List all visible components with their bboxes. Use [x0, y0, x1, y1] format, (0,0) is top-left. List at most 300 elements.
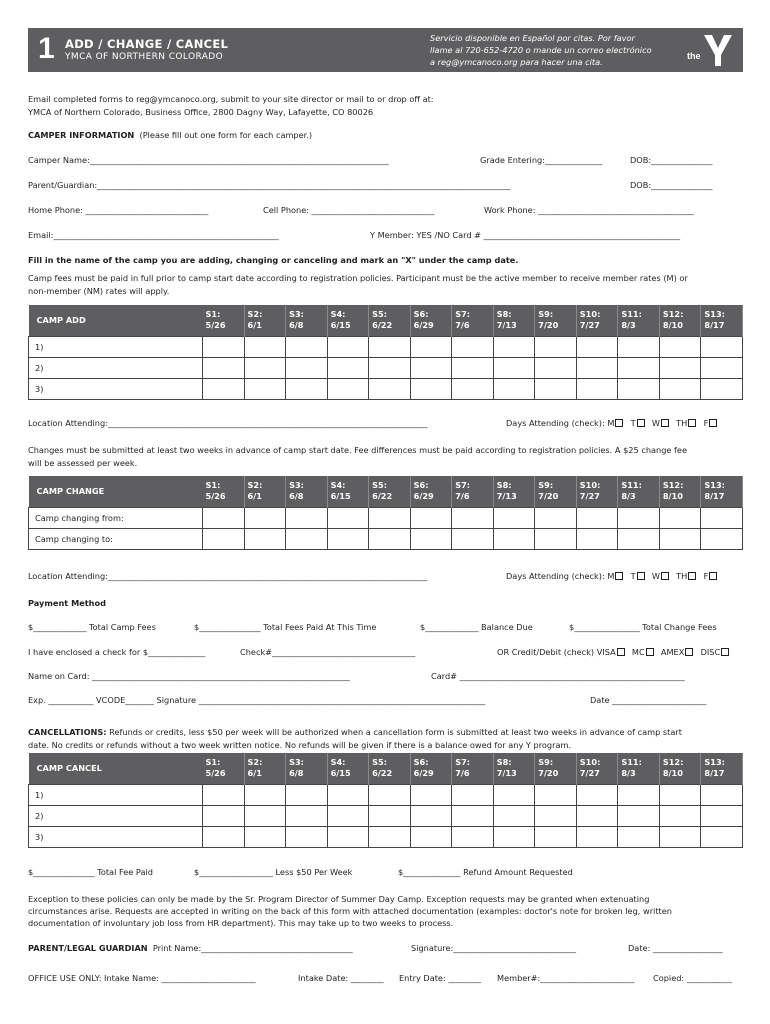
session-label: S8:	[496, 757, 512, 768]
day-checkbox[interactable]	[637, 572, 645, 580]
session-mark-cell[interactable]	[244, 528, 286, 549]
session-date: 8/10	[662, 320, 683, 331]
session-date: 6/29	[413, 320, 434, 331]
session-header	[452, 753, 494, 784]
session-label: S7:	[455, 480, 471, 491]
disc-checkbox[interactable]	[721, 648, 729, 656]
cell-phone-field[interactable]: Cell Phone: ______________________________	[263, 205, 435, 215]
session-mark-cell[interactable]	[618, 378, 660, 399]
session-date: 8/10	[662, 768, 683, 779]
session-date: 7/20	[538, 491, 559, 502]
session-date: 7/6	[455, 491, 470, 502]
session-mark-cell[interactable]	[327, 784, 369, 805]
entry-date-field[interactable]: Entry Date: ________	[399, 973, 482, 983]
session-header	[618, 753, 660, 784]
session-mark-cell[interactable]	[493, 378, 535, 399]
session-date: 6/22	[372, 320, 393, 331]
exp-signature-field[interactable]: Exp. ___________ VCODE_______ Signature ______________________________________________________________________	[28, 695, 486, 705]
session-mark-cell[interactable]	[203, 507, 245, 528]
session-date: 7/27	[579, 768, 600, 779]
session-mark-cell[interactable]	[618, 336, 660, 357]
session-mark-cell[interactable]	[410, 784, 452, 805]
session-mark-cell[interactable]	[369, 357, 411, 378]
camp-cancel-table	[28, 753, 743, 848]
session-header	[701, 305, 743, 336]
session-header	[493, 305, 535, 336]
session-mark-cell[interactable]	[701, 357, 743, 378]
session-mark-cell[interactable]	[576, 528, 618, 549]
guardian-date-field[interactable]: Date: _________________	[628, 943, 723, 953]
session-mark-cell[interactable]	[659, 378, 701, 399]
session-header	[410, 753, 452, 784]
session-label: S9:	[538, 757, 554, 768]
work-phone-field[interactable]: Work Phone: ______________________________________	[484, 205, 694, 215]
session-mark-cell[interactable]	[618, 528, 660, 549]
session-label: S6:	[413, 757, 429, 768]
days-attending: Days Attending (check): M T W TH F	[506, 418, 719, 428]
email-field[interactable]: Email:_______________________________________________________	[28, 230, 279, 240]
session-mark-cell[interactable]	[535, 826, 577, 847]
session-mark-cell[interactable]	[701, 784, 743, 805]
session-mark-cell[interactable]	[244, 805, 286, 826]
card-type-options: OR Credit/Debit (check) VISA MC AMEX DISC	[497, 647, 731, 657]
session-date: 6/15	[330, 491, 351, 502]
session-mark-cell[interactable]	[410, 826, 452, 847]
session-mark-cell[interactable]	[493, 336, 535, 357]
cancellations-note-2: date. No credits or refunds without a two week written notice. No refunds will be given if there is a balance owed for any Y program.	[28, 740, 572, 750]
intro-line-1: Email completed forms to reg@ymcanoco.org, submit to your site director or mail to or drop off at:	[28, 94, 434, 104]
form-header	[28, 28, 743, 72]
session-date: 6/22	[372, 491, 393, 502]
svg-text:the: the	[687, 51, 701, 61]
session-header	[244, 305, 286, 336]
session-label: S7:	[455, 757, 471, 768]
session-mark-cell[interactable]	[410, 378, 452, 399]
day-checkbox[interactable]	[637, 419, 645, 427]
session-mark-cell[interactable]	[659, 507, 701, 528]
session-mark-cell[interactable]	[244, 826, 286, 847]
session-date: 5/26	[205, 768, 226, 779]
session-label: S13:	[704, 309, 725, 320]
session-header	[535, 476, 577, 507]
grade-entering-field[interactable]: Grade Entering:______________	[480, 155, 603, 165]
guardian-print-name-field[interactable]: PARENT/LEGAL GUARDIAN Print Name:_____________________________________	[28, 943, 353, 953]
session-date: 6/15	[330, 320, 351, 331]
day-checkbox[interactable]	[661, 419, 669, 427]
session-mark-cell[interactable]	[535, 805, 577, 826]
session-header	[327, 305, 369, 336]
session-label: S12:	[662, 757, 684, 768]
table-row	[29, 336, 743, 357]
intake-date-field[interactable]: Intake Date: ________	[298, 973, 384, 983]
session-mark-cell[interactable]	[576, 784, 618, 805]
session-date: 6/29	[413, 491, 434, 502]
session-label: S10:	[579, 309, 601, 320]
session-mark-cell[interactable]	[701, 528, 743, 549]
session-header	[659, 305, 701, 336]
session-label: S6:	[413, 480, 429, 491]
session-header	[369, 476, 411, 507]
ymca-logo-icon	[685, 31, 735, 69]
session-date: 7/27	[579, 320, 600, 331]
session-label: S7:	[455, 309, 471, 320]
visa-checkbox[interactable]	[617, 648, 625, 656]
session-mark-cell[interactable]	[659, 805, 701, 826]
payment-heading: Payment Method	[28, 598, 106, 608]
check-amount-field[interactable]: I have enclosed a check for $______________	[28, 647, 206, 657]
exception-note-3: documentation of involuntary job loss from HR department). This may take up to two weeks to process.	[28, 918, 454, 928]
session-header	[369, 305, 411, 336]
session-date: 6/1	[247, 320, 262, 331]
name-on-card-field[interactable]: Name on Card: _______________________________________________________________	[28, 671, 350, 681]
session-mark-cell[interactable]	[410, 805, 452, 826]
table-row	[29, 805, 743, 826]
location-attending-field[interactable]: Location Attending:______________________________________________________________________________	[28, 418, 428, 428]
session-date: 6/1	[247, 768, 262, 779]
table-row-label: Camp changing from:	[29, 507, 203, 528]
session-header	[618, 305, 660, 336]
session-mark-cell[interactable]	[618, 784, 660, 805]
table-row-label: 3)	[29, 826, 203, 847]
session-label: S2:	[247, 309, 263, 320]
parent-guardian-field[interactable]: Parent/Guardian:_____________________________________________________________________________________________________	[28, 180, 511, 190]
session-mark-cell[interactable]	[286, 336, 328, 357]
fees-note-1: Camp fees must be paid in full prior to camp start date according to registration policies. Participant must be the active member to receive member rates (M) or	[28, 273, 688, 283]
session-mark-cell[interactable]	[618, 826, 660, 847]
fees-note-2: non-member (NM) rates will apply.	[28, 286, 170, 296]
total-change-fees-field[interactable]: $________________ Total Change Fees	[569, 622, 717, 632]
session-mark-cell[interactable]	[410, 507, 452, 528]
camp-change-title: CAMP CHANGE	[29, 476, 203, 507]
camp-change-table	[28, 476, 743, 550]
session-mark-cell[interactable]	[493, 528, 535, 549]
session-mark-cell[interactable]	[535, 378, 577, 399]
session-label: S4:	[330, 309, 346, 320]
session-header	[203, 476, 245, 507]
session-mark-cell[interactable]	[369, 336, 411, 357]
session-label: S1:	[205, 757, 221, 768]
session-date: 8/17	[704, 491, 725, 502]
session-mark-cell[interactable]	[618, 507, 660, 528]
session-mark-cell[interactable]	[576, 507, 618, 528]
form-subtitle: YMCA OF NORTHERN COLORADO	[65, 52, 224, 62]
session-label: S2:	[247, 757, 263, 768]
session-date: 6/29	[413, 768, 434, 779]
session-date: 6/8	[289, 491, 304, 502]
session-header	[452, 305, 494, 336]
member-number-field[interactable]: Member#:_______________________	[497, 973, 635, 983]
session-mark-cell[interactable]	[493, 805, 535, 826]
session-mark-cell[interactable]	[410, 336, 452, 357]
session-mark-cell[interactable]	[535, 528, 577, 549]
session-mark-cell[interactable]	[701, 805, 743, 826]
table-row-label: 1)	[29, 784, 203, 805]
session-mark-cell[interactable]	[701, 336, 743, 357]
session-mark-cell[interactable]	[369, 784, 411, 805]
session-mark-cell[interactable]	[327, 528, 369, 549]
session-mark-cell[interactable]	[701, 826, 743, 847]
change-note-2: will be assessed per week.	[28, 458, 138, 468]
less-per-week-field[interactable]: $__________________ Less $50 Per Week	[194, 867, 353, 877]
member-field[interactable]: Y Member: YES /NO Card # ________________________________________________	[370, 230, 681, 240]
days-attending-2: Days Attending (check): M T W TH F	[506, 571, 719, 581]
session-mark-cell[interactable]	[618, 805, 660, 826]
session-header	[576, 476, 618, 507]
session-mark-cell[interactable]	[286, 805, 328, 826]
session-label: S8:	[496, 480, 512, 491]
session-label: S12:	[662, 309, 684, 320]
session-label: S11:	[621, 309, 642, 320]
amex-checkbox[interactable]	[685, 648, 693, 656]
card-number-field[interactable]: Card# _______________________________________________________	[431, 671, 685, 681]
table-row	[29, 528, 743, 549]
session-mark-cell[interactable]	[576, 805, 618, 826]
session-mark-cell[interactable]	[244, 378, 286, 399]
session-mark-cell[interactable]	[286, 378, 328, 399]
spanish-notice: Servicio disponible en Español por citas. Por favor llame al 720-652-4720 o mande un correo electrónico a reg@ymcanoco.org para hacer una cita.	[430, 33, 652, 67]
session-header	[286, 476, 328, 507]
session-mark-cell[interactable]	[493, 784, 535, 805]
session-header	[203, 753, 245, 784]
session-label: S13:	[704, 480, 725, 491]
session-mark-cell[interactable]	[701, 507, 743, 528]
total-fees-paid-field[interactable]: $_______________ Total Fees Paid At This Time	[194, 622, 377, 632]
session-mark-cell[interactable]	[327, 826, 369, 847]
session-date: 6/15	[330, 768, 351, 779]
session-header	[576, 753, 618, 784]
session-mark-cell[interactable]	[576, 378, 618, 399]
day-checkbox[interactable]	[709, 572, 717, 580]
session-mark-cell[interactable]	[244, 336, 286, 357]
session-date: 8/17	[704, 320, 725, 331]
total-fee-paid-field[interactable]: $_______________ Total Fee Paid	[28, 867, 153, 877]
day-checkbox[interactable]	[661, 572, 669, 580]
session-mark-cell[interactable]	[576, 357, 618, 378]
table-row-label: 2)	[29, 357, 203, 378]
session-label: S5:	[372, 309, 387, 320]
session-mark-cell[interactable]	[203, 357, 245, 378]
session-mark-cell[interactable]	[327, 507, 369, 528]
session-header	[410, 476, 452, 507]
session-mark-cell[interactable]	[286, 826, 328, 847]
session-header	[244, 476, 286, 507]
session-mark-cell[interactable]	[244, 784, 286, 805]
session-label: S10:	[579, 480, 601, 491]
session-label: S1:	[205, 480, 221, 491]
dob-field[interactable]: DOB:_______________	[630, 155, 713, 165]
session-header	[327, 476, 369, 507]
session-header	[493, 753, 535, 784]
session-mark-cell[interactable]	[244, 357, 286, 378]
session-header	[701, 753, 743, 784]
session-mark-cell[interactable]	[452, 784, 494, 805]
session-header	[327, 753, 369, 784]
session-label: S1:	[205, 309, 221, 320]
session-mark-cell[interactable]	[535, 336, 577, 357]
session-date: 7/20	[538, 320, 559, 331]
session-label: S13:	[704, 757, 725, 768]
table-row	[29, 357, 743, 378]
session-mark-cell[interactable]	[452, 336, 494, 357]
session-date: 8/10	[662, 491, 683, 502]
session-mark-cell[interactable]	[452, 528, 494, 549]
table-row	[29, 784, 743, 805]
change-note-1: Changes must be submitted at least two weeks in advance of camp start date. Fee differences must be paid according to registration policies. A $25 change fee	[28, 445, 688, 455]
session-date: 6/8	[289, 320, 304, 331]
table-row-label: 3)	[29, 378, 203, 399]
camper-name-field[interactable]: Camper Name:_________________________________________________________________________	[28, 155, 389, 165]
intake-name-field[interactable]: OFFICE USE ONLY: Intake Name: _______________________	[28, 973, 256, 983]
session-header	[286, 753, 328, 784]
day-checkbox[interactable]	[709, 419, 717, 427]
exception-note-1: Exception to these policies can only be made by the Sr. Program Director of Summer Day Camp. Exception requests may be granted when extenuating	[28, 894, 650, 904]
session-mark-cell[interactable]	[327, 336, 369, 357]
session-date: 8/17	[704, 768, 725, 779]
session-label: S9:	[538, 480, 554, 491]
total-camp-fees-field[interactable]: $_____________ Total Camp Fees	[28, 622, 156, 632]
camp-add-table	[28, 305, 743, 400]
session-mark-cell[interactable]	[327, 805, 369, 826]
session-header	[203, 305, 245, 336]
table-row	[29, 826, 743, 847]
session-mark-cell[interactable]	[286, 528, 328, 549]
session-mark-cell[interactable]	[203, 784, 245, 805]
session-mark-cell[interactable]	[203, 528, 245, 549]
intro-line-2: YMCA of Northern Colorado, Business Office, 2800 Dagny Way, Lafayette, CO 80026	[28, 107, 374, 117]
session-label: S4:	[330, 480, 346, 491]
session-date: 7/20	[538, 768, 559, 779]
form-title: ADD / CHANGE / CANCEL	[65, 37, 229, 51]
session-mark-cell[interactable]	[327, 357, 369, 378]
session-header	[659, 753, 701, 784]
session-mark-cell[interactable]	[203, 826, 245, 847]
session-mark-cell[interactable]	[659, 336, 701, 357]
session-mark-cell[interactable]	[369, 378, 411, 399]
session-mark-cell[interactable]	[286, 507, 328, 528]
session-mark-cell[interactable]	[369, 826, 411, 847]
session-mark-cell[interactable]	[659, 826, 701, 847]
session-mark-cell[interactable]	[452, 378, 494, 399]
session-mark-cell[interactable]	[535, 784, 577, 805]
day-checkbox[interactable]	[615, 572, 623, 580]
session-date: 6/1	[247, 491, 262, 502]
session-header	[535, 305, 577, 336]
session-mark-cell[interactable]	[452, 507, 494, 528]
session-header	[701, 476, 743, 507]
session-mark-cell[interactable]	[576, 826, 618, 847]
parent-dob-field[interactable]: DOB:_______________	[630, 180, 713, 190]
day-checkbox[interactable]	[688, 419, 696, 427]
session-header	[244, 753, 286, 784]
session-date: 7/6	[455, 768, 470, 779]
session-date: 8/3	[621, 768, 636, 779]
balance-due-field[interactable]: $_____________ Balance Due	[420, 622, 533, 632]
session-mark-cell[interactable]	[452, 357, 494, 378]
home-phone-field[interactable]: Home Phone: ______________________________	[28, 205, 209, 215]
table-row-label: 2)	[29, 805, 203, 826]
session-label: S5:	[372, 480, 387, 491]
session-mark-cell[interactable]	[493, 357, 535, 378]
refund-amount-field[interactable]: $______________ Refund Amount Requested	[398, 867, 573, 877]
copied-field[interactable]: Copied: ___________	[653, 973, 732, 983]
table-row-label: 1)	[29, 336, 203, 357]
session-date: 7/6	[455, 320, 470, 331]
session-date: 8/3	[621, 491, 636, 502]
table-row	[29, 378, 743, 399]
session-date: 5/26	[205, 491, 226, 502]
session-mark-cell[interactable]	[452, 826, 494, 847]
camp-add-title: CAMP ADD	[29, 305, 203, 336]
session-mark-cell[interactable]	[535, 357, 577, 378]
session-header	[493, 476, 535, 507]
session-label: S11:	[621, 757, 642, 768]
session-mark-cell[interactable]	[203, 336, 245, 357]
session-mark-cell[interactable]	[203, 378, 245, 399]
session-header	[618, 476, 660, 507]
session-mark-cell[interactable]	[535, 507, 577, 528]
camper-info-heading: CAMPER INFORMATION (Please fill out one form for each camper.)	[28, 130, 313, 140]
session-mark-cell[interactable]	[244, 507, 286, 528]
session-mark-cell[interactable]	[369, 507, 411, 528]
session-date: 7/13	[496, 491, 517, 502]
session-mark-cell[interactable]	[452, 805, 494, 826]
session-header	[576, 305, 618, 336]
session-mark-cell[interactable]	[327, 378, 369, 399]
session-date: 8/3	[621, 320, 636, 331]
session-mark-cell[interactable]	[659, 784, 701, 805]
session-mark-cell[interactable]	[286, 784, 328, 805]
session-label: S10:	[579, 757, 601, 768]
session-mark-cell[interactable]	[576, 336, 618, 357]
payment-date-field[interactable]: Date _______________________	[590, 695, 707, 705]
camp-cancel-title: CAMP CANCEL	[29, 753, 203, 784]
session-date: 7/13	[496, 320, 517, 331]
session-mark-cell[interactable]	[618, 357, 660, 378]
session-label: S4:	[330, 757, 346, 768]
session-mark-cell[interactable]	[493, 826, 535, 847]
cancellations-note-1: CANCELLATIONS: Refunds or credits, less $50 per week will be authorized when a cancellation form is submitted at least two weeks in advance of camp start	[28, 727, 682, 737]
session-header	[286, 305, 328, 336]
session-mark-cell[interactable]	[659, 528, 701, 549]
session-mark-cell[interactable]	[493, 507, 535, 528]
session-mark-cell[interactable]	[286, 357, 328, 378]
day-checkbox[interactable]	[688, 572, 696, 580]
session-header	[410, 305, 452, 336]
check-number-field[interactable]: Check#___________________________________	[240, 647, 416, 657]
session-date: 7/27	[579, 491, 600, 502]
session-header	[369, 753, 411, 784]
session-label: S9:	[538, 309, 554, 320]
fill-instructions: Fill in the name of the camp you are adding, changing or canceling and mark an "X" under the camp date.	[28, 255, 519, 265]
session-mark-cell[interactable]	[203, 805, 245, 826]
session-label: S2:	[247, 480, 263, 491]
guardian-signature-field[interactable]: Signature:______________________________	[411, 943, 577, 953]
exception-note-2: circumstances arise. Requests are accepted in writing on the back of this form with attached documentation (examples: doctor's note for broken leg, written	[28, 906, 672, 916]
session-mark-cell[interactable]	[369, 528, 411, 549]
mc-checkbox[interactable]	[646, 648, 654, 656]
session-header	[659, 476, 701, 507]
table-row-label: Camp changing to:	[29, 528, 203, 549]
session-header	[535, 753, 577, 784]
session-mark-cell[interactable]	[369, 805, 411, 826]
location-attending-field-2[interactable]: Location Attending:______________________________________________________________________________	[28, 571, 428, 581]
session-mark-cell[interactable]	[659, 357, 701, 378]
session-mark-cell[interactable]	[410, 357, 452, 378]
day-checkbox[interactable]	[615, 419, 623, 427]
session-label: S11:	[621, 480, 642, 491]
session-mark-cell[interactable]	[701, 378, 743, 399]
session-mark-cell[interactable]	[410, 528, 452, 549]
